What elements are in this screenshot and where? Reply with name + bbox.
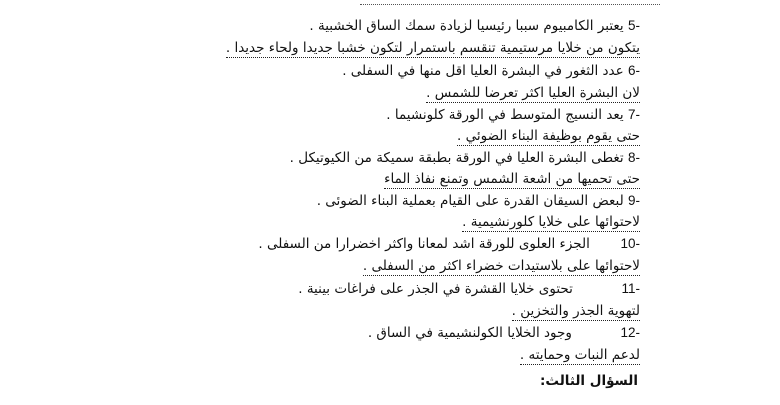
question-number: -8 — [627, 150, 640, 165]
question-text: يعد النسيج المتوسط في الورقة كلونشيما . — [386, 107, 624, 123]
answer-5: يتكون من خلايا مرستيمية تنقسم باستمرار لتكون خشبا جديدا ولحاء جديدا . — [225, 40, 640, 56]
question-text: لبعض السيقان القدرة على القيام بعملية البناء الضوئى . — [316, 193, 624, 209]
question-7 — [386, 107, 640, 123]
question-6 — [342, 63, 640, 79]
answer-8: حتى تحميها من اشعة الشمس وتمنع نفاذ الماء — [384, 171, 640, 187]
question-text: الجزء العلوى للورقة اشد لمعانا واكثر اخضرارا من السفلى . — [258, 236, 590, 252]
answer-11: لتهوية الجذر والتخزين . — [511, 303, 640, 319]
question-number: -10 — [620, 236, 640, 251]
question-11 — [298, 281, 640, 297]
question-5 — [309, 18, 640, 34]
question-10 — [258, 236, 640, 252]
question-text: تحتوى خلايا القشرة في الجذر على فراغات بينية . — [298, 281, 573, 297]
question-text: تغطى البشرة العليا في الورقة بطبقة سميكة من الكيوتيكل . — [289, 150, 624, 166]
answer-12: لدعم النبات وحمايته . — [519, 347, 640, 363]
question-12 — [368, 325, 640, 341]
question-text: عدد الثغور في البشرة العليا اقل منها في السفلى . — [342, 63, 624, 79]
question-text: وجود الخلايا الكولنشيمية في الساق . — [367, 325, 572, 341]
answer-6: لان البشرة العليا اكثر تعرضا للشمس . — [426, 85, 640, 101]
question-number: -11 — [621, 281, 640, 296]
question-number: -6 — [627, 63, 640, 78]
answer-9: لاحتوائها على خلايا كلورنشيمية . — [462, 214, 640, 230]
answer-10: لاحتوائها على بلاستيدات خضراء اكثر من السفلى . — [362, 258, 640, 274]
answer-7: حتى يقوم بوظيفة البناء الضوئي . — [457, 128, 640, 144]
page-top-cut-text — [360, 0, 660, 5]
question-number: -7 — [627, 107, 640, 122]
question-8 — [290, 150, 640, 166]
question-number: -12 — [620, 325, 640, 340]
question-number: -5 — [627, 18, 640, 33]
section-heading: السؤال الثالث: — [540, 373, 638, 389]
question-text: يعتبر الكامبيوم سببا رئيسيا لزيادة سمك الساق الخشبية . — [309, 18, 624, 34]
question-number: -9 — [627, 193, 640, 208]
question-9 — [317, 193, 640, 209]
